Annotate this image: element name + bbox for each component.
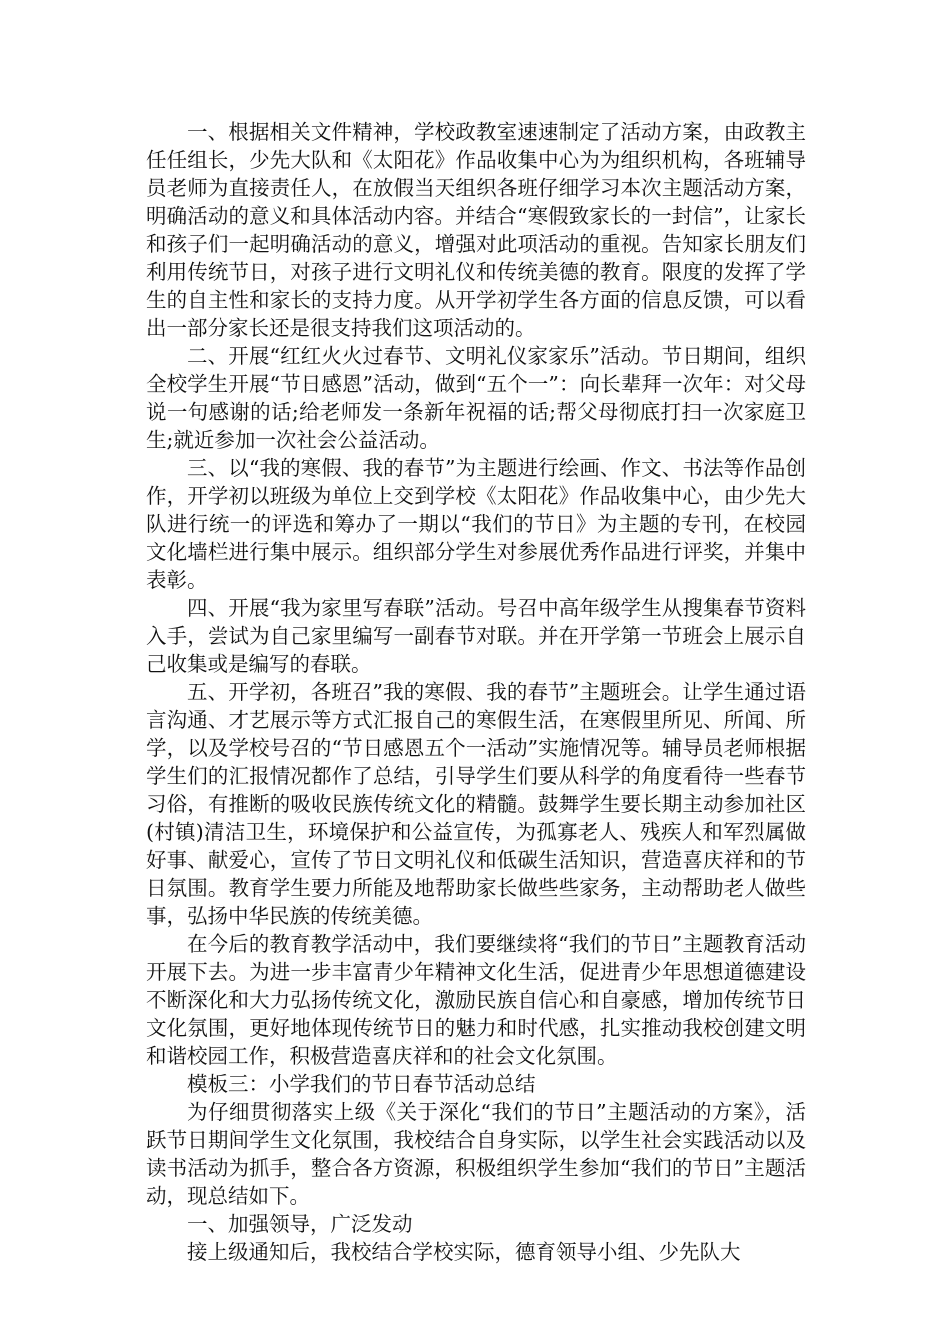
document-body <box>146 118 806 1266</box>
paragraph-4: 四、开展“我为家里写春联”活动。号召中高年级学生从搜集春节资料入手，尝试为自己家里编写一副春节对联。并在开学第一节班会上展示自己收集或是编写的春联。 <box>146 596 806 676</box>
paragraph-1: 一、根据相关文件精神，学校政教室速速制定了活动方案，由政教主任任组长，少先大队和《太阳花》作品收集中心为为组织机构，各班辅导员老师为直接责任人，在放假当天组织各班仔细学习本次主题活动方案，明确活动的意义和具体活动内容。并结合“寒假致家长的一封信”，让家长和孩子们一起明确活动的意义，增强对此项活动的重视。告知家长朋友们利用传统节日，对孩子进行文明礼仪和传统美德的教育。限度的发挥了学生的自主性和家长的支持力度。从开学初学生各方面的信息反馈，可以看出一部分家长还是很支持我们这项活动的。 <box>146 120 806 340</box>
subheading-1: 一、加强领导，广泛发动 <box>187 1212 413 1236</box>
paragraph-5: 五、开学初，各班召”我的寒假、我的春节”主题班会。让学生通过语言沟通、才艺展示等方式汇报自己的寒假生活，在寒假里所见、所闻、所学，以及学校号召的“节日感恩五个一活动”实施情况等。辅导员老师根据学生们的汇报情况都作了总结，引导学生们要从科学的角度看待一些春节习俗，有推断的吸收民族传统文化的精髓。鼓舞学生要长期主动参加社区(村镇)清洁卫生，环境保护和公益宣传，为孤寡老人、残疾人和军烈属做好事、献爱心，宣传了节日文明礼仪和低碳生活知识，营造喜庆祥和的节日氛围。教育学生要力所能及地帮助家长做些些家务，主动帮助老人做些事，弘扬中华民族的传统美德。 <box>146 680 806 928</box>
paragraph-7: 为仔细贯彻落实上级《关于深化“我们的节日”主题活动的方案》，活跃节日期间学生文化氛围，我校结合自身实际，以学生社会实践活动以及读书活动为抓手，整合各方资源，积极组织学生参加“我们的节日”主题活动，现总结如下。 <box>146 1100 806 1208</box>
section-heading-template-3: 模板三：小学我们的节日春节活动总结 <box>187 1072 536 1096</box>
paragraph-3: 三、以“我的寒假、我的春节”为主题进行绘画、作文、书法等作品创作，开学初以班级为单位上交到学校《太阳花》作品收集中心，由少先大队进行统一的评选和筹办了一期以“我们的节日》为主题的专刊，在校园文化墙栏进行集中展示。组织部分学生对参展优秀作品进行评奖，并集中表彰。 <box>146 456 806 592</box>
paragraph-8: 接上级通知后，我校结合学校实际，德育领导小组、少先队大 <box>187 1240 741 1264</box>
paragraph-6: 在今后的教育教学活动中，我们要继续将“我们的节日”主题教育活动开展下去。为进一步丰富青少年精神文化生活，促进青少年思想道德建设不断深化和大力弘扬传统文化，激励民族自信心和自豪感，增加传统节日文化氛围，更好地体现传统节日的魅力和时代感，扎实推动我校创建文明和谐校园工作，积极营造喜庆祥和的社会文化氛围。 <box>146 932 806 1068</box>
paragraph-2: 二、开展“红红火火过春节、文明礼仪家家乐”活动。节日期间，组织全校学生开展“节日感恩”活动，做到“五个一”：向长辈拜一次年：对父母说一句感谢的话;给老师发一条新年祝福的话;帮父母彻底打扫一次家庭卫生;就近参加一次社会公益活动。 <box>146 344 806 452</box>
